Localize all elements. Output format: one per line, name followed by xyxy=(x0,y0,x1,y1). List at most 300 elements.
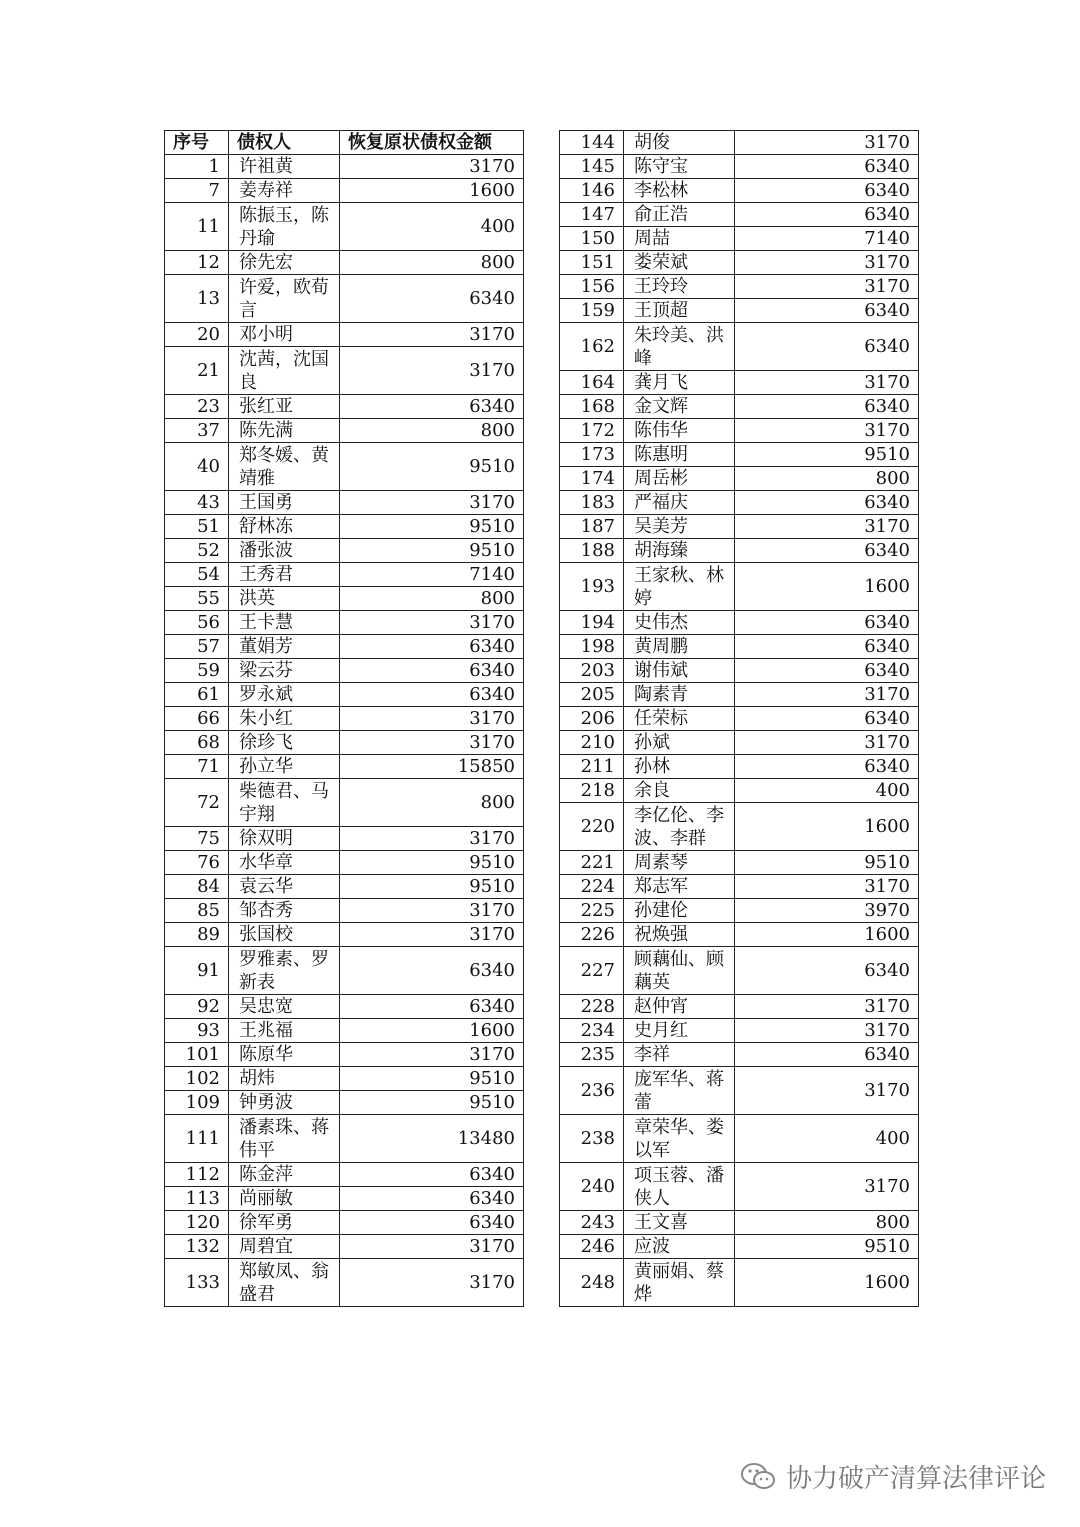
row-serial: 37 xyxy=(165,419,229,443)
table-row xyxy=(165,491,524,515)
table-row xyxy=(165,347,524,395)
table-row xyxy=(560,131,919,155)
row-amount: 3170 xyxy=(735,515,919,539)
row-serial: 203 xyxy=(560,659,624,683)
row-amount: 9510 xyxy=(735,851,919,875)
row-amount: 3170 xyxy=(735,1019,919,1043)
table-row xyxy=(165,563,524,587)
row-serial: 23 xyxy=(165,395,229,419)
row-creditor: 金文辉 xyxy=(624,395,735,419)
row-serial: 218 xyxy=(560,779,624,803)
row-serial: 206 xyxy=(560,707,624,731)
table-header-row xyxy=(165,131,524,155)
table-row xyxy=(560,227,919,251)
row-amount: 6340 xyxy=(735,659,919,683)
table-row xyxy=(560,755,919,779)
wechat-icon xyxy=(740,1462,776,1492)
table-row xyxy=(560,611,919,635)
row-amount: 6340 xyxy=(735,203,919,227)
table-row xyxy=(165,1091,524,1115)
row-amount: 6340 xyxy=(735,611,919,635)
row-serial: 246 xyxy=(560,1235,624,1259)
table-row xyxy=(560,779,919,803)
table-row xyxy=(560,395,919,419)
wechat-watermark xyxy=(740,1458,1046,1495)
row-amount: 9510 xyxy=(735,1235,919,1259)
table-row xyxy=(165,755,524,779)
row-creditor: 徐军勇 xyxy=(229,1211,340,1235)
row-serial: 85 xyxy=(165,899,229,923)
row-amount: 800 xyxy=(340,587,524,611)
row-creditor: 周素琴 xyxy=(624,851,735,875)
row-amount: 3170 xyxy=(340,1043,524,1067)
row-amount: 6340 xyxy=(735,539,919,563)
row-serial: 93 xyxy=(165,1019,229,1043)
table-row xyxy=(165,1019,524,1043)
row-amount: 7140 xyxy=(735,227,919,251)
row-amount: 3170 xyxy=(735,131,919,155)
row-amount: 800 xyxy=(340,779,524,827)
row-amount: 6340 xyxy=(340,659,524,683)
table-row xyxy=(560,443,919,467)
row-creditor: 赵仲宵 xyxy=(624,995,735,1019)
row-creditor: 潘张波 xyxy=(229,539,340,563)
row-creditor: 郑志军 xyxy=(624,875,735,899)
row-creditor: 王秀君 xyxy=(229,563,340,587)
row-amount: 6340 xyxy=(340,275,524,323)
row-creditor: 舒林冻 xyxy=(229,515,340,539)
row-creditor: 陈先满 xyxy=(229,419,340,443)
row-creditor: 王玲玲 xyxy=(624,275,735,299)
table-row xyxy=(560,179,919,203)
table-row xyxy=(560,491,919,515)
table-row xyxy=(560,995,919,1019)
row-amount: 6340 xyxy=(340,1187,524,1211)
table-row xyxy=(165,443,524,491)
table-row xyxy=(560,803,919,851)
row-amount: 7140 xyxy=(340,563,524,587)
table-row xyxy=(165,995,524,1019)
row-serial: 132 xyxy=(165,1235,229,1259)
row-serial: 210 xyxy=(560,731,624,755)
row-serial: 109 xyxy=(165,1091,229,1115)
row-amount: 6340 xyxy=(340,947,524,995)
row-creditor: 史月红 xyxy=(624,1019,735,1043)
table-row xyxy=(165,827,524,851)
row-serial: 12 xyxy=(165,251,229,275)
row-amount: 6340 xyxy=(340,683,524,707)
table-row xyxy=(560,659,919,683)
row-creditor: 邓小明 xyxy=(229,323,340,347)
table-row xyxy=(560,371,919,395)
row-creditor: 吴美芳 xyxy=(624,515,735,539)
row-serial: 240 xyxy=(560,1163,624,1211)
table-row xyxy=(165,923,524,947)
row-amount: 3170 xyxy=(735,995,919,1019)
row-amount: 6340 xyxy=(735,1043,919,1067)
row-creditor: 李亿伦、李波、李群 xyxy=(624,803,735,851)
table-row xyxy=(560,155,919,179)
row-serial: 145 xyxy=(560,155,624,179)
row-serial: 156 xyxy=(560,275,624,299)
row-serial: 68 xyxy=(165,731,229,755)
row-serial: 234 xyxy=(560,1019,624,1043)
table-row xyxy=(165,899,524,923)
table-row xyxy=(560,203,919,227)
row-amount: 9510 xyxy=(735,443,919,467)
table-row xyxy=(165,1235,524,1259)
row-serial: 164 xyxy=(560,371,624,395)
table-row xyxy=(560,707,919,731)
header-creditor: 债权人 xyxy=(229,131,340,155)
row-creditor: 章荣华、娄以军 xyxy=(624,1115,735,1163)
row-creditor: 张国校 xyxy=(229,923,340,947)
row-amount: 800 xyxy=(340,251,524,275)
row-amount: 3170 xyxy=(735,275,919,299)
row-amount: 9510 xyxy=(340,443,524,491)
row-serial: 162 xyxy=(560,323,624,371)
table-row xyxy=(560,899,919,923)
table-row xyxy=(165,611,524,635)
table-row xyxy=(560,299,919,323)
row-serial: 235 xyxy=(560,1043,624,1067)
row-amount: 1600 xyxy=(735,923,919,947)
row-creditor: 王顶超 xyxy=(624,299,735,323)
row-amount: 6340 xyxy=(735,323,919,371)
row-serial: 112 xyxy=(165,1163,229,1187)
row-amount: 1600 xyxy=(340,1019,524,1043)
table-row xyxy=(560,851,919,875)
row-serial: 55 xyxy=(165,587,229,611)
row-serial: 120 xyxy=(165,1211,229,1235)
row-creditor: 李祥 xyxy=(624,1043,735,1067)
table-row xyxy=(560,251,919,275)
creditor-table-right xyxy=(559,130,919,1307)
row-creditor: 陈伟华 xyxy=(624,419,735,443)
row-creditor: 黄周鹏 xyxy=(624,635,735,659)
row-amount: 9510 xyxy=(340,1067,524,1091)
row-amount: 1600 xyxy=(735,1259,919,1307)
row-creditor: 徐珍飞 xyxy=(229,731,340,755)
row-serial: 151 xyxy=(560,251,624,275)
row-serial: 248 xyxy=(560,1259,624,1307)
table-row xyxy=(165,1067,524,1091)
table-row xyxy=(165,587,524,611)
table-row xyxy=(165,683,524,707)
row-amount: 13480 xyxy=(340,1115,524,1163)
table-row xyxy=(165,659,524,683)
row-serial: 150 xyxy=(560,227,624,251)
row-serial: 221 xyxy=(560,851,624,875)
row-serial: 21 xyxy=(165,347,229,395)
row-amount: 3170 xyxy=(340,347,524,395)
row-serial: 228 xyxy=(560,995,624,1019)
row-creditor: 项玉蓉、潘侠人 xyxy=(624,1163,735,1211)
row-serial: 1 xyxy=(165,155,229,179)
row-serial: 236 xyxy=(560,1067,624,1115)
row-amount: 9510 xyxy=(340,539,524,563)
row-creditor: 尚丽敏 xyxy=(229,1187,340,1211)
row-creditor: 王卡慧 xyxy=(229,611,340,635)
table-row xyxy=(165,515,524,539)
row-serial: 102 xyxy=(165,1067,229,1091)
row-amount: 6340 xyxy=(735,155,919,179)
row-creditor: 郑敏凤、翁盛君 xyxy=(229,1259,340,1307)
row-amount: 6340 xyxy=(340,1163,524,1187)
row-creditor: 沈茜，沈国良 xyxy=(229,347,340,395)
row-creditor: 罗雅素、罗新表 xyxy=(229,947,340,995)
table-row xyxy=(560,563,919,611)
row-creditor: 庞军华、蒋蕾 xyxy=(624,1067,735,1115)
row-creditor: 陶素青 xyxy=(624,683,735,707)
table-row xyxy=(560,923,919,947)
row-amount: 6340 xyxy=(735,707,919,731)
row-amount: 400 xyxy=(735,779,919,803)
row-creditor: 柴德君、马宇翔 xyxy=(229,779,340,827)
row-serial: 54 xyxy=(165,563,229,587)
row-creditor: 洪英 xyxy=(229,587,340,611)
row-amount: 3170 xyxy=(340,827,524,851)
table-row xyxy=(560,1067,919,1115)
row-serial: 173 xyxy=(560,443,624,467)
row-serial: 51 xyxy=(165,515,229,539)
table-row xyxy=(165,1211,524,1235)
row-amount: 800 xyxy=(340,419,524,443)
row-serial: 89 xyxy=(165,923,229,947)
row-creditor: 周岳彬 xyxy=(624,467,735,491)
row-creditor: 史伟杰 xyxy=(624,611,735,635)
table-row xyxy=(165,395,524,419)
row-creditor: 胡炜 xyxy=(229,1067,340,1091)
row-serial: 198 xyxy=(560,635,624,659)
row-creditor: 朱玲美、洪峰 xyxy=(624,323,735,371)
row-serial: 133 xyxy=(165,1259,229,1307)
table-row xyxy=(165,155,524,179)
table-row xyxy=(165,323,524,347)
row-serial: 188 xyxy=(560,539,624,563)
table-row xyxy=(165,179,524,203)
row-amount: 3170 xyxy=(340,731,524,755)
table-row xyxy=(165,419,524,443)
row-amount: 9510 xyxy=(340,851,524,875)
row-creditor: 严福庆 xyxy=(624,491,735,515)
row-serial: 225 xyxy=(560,899,624,923)
row-creditor: 陈原华 xyxy=(229,1043,340,1067)
table-row xyxy=(165,947,524,995)
table-row xyxy=(165,1043,524,1067)
row-amount: 1600 xyxy=(735,803,919,851)
row-amount: 6340 xyxy=(340,395,524,419)
row-amount: 6340 xyxy=(735,299,919,323)
row-creditor: 周喆 xyxy=(624,227,735,251)
table-row xyxy=(165,1163,524,1187)
row-creditor: 邹杏秀 xyxy=(229,899,340,923)
row-creditor: 陈守宝 xyxy=(624,155,735,179)
row-creditor: 梁云芬 xyxy=(229,659,340,683)
row-amount: 6340 xyxy=(340,1211,524,1235)
row-serial: 227 xyxy=(560,947,624,995)
row-serial: 205 xyxy=(560,683,624,707)
row-serial: 91 xyxy=(165,947,229,995)
row-amount: 3170 xyxy=(340,1259,524,1307)
table-row xyxy=(165,1115,524,1163)
row-creditor: 许祖黄 xyxy=(229,155,340,179)
row-serial: 168 xyxy=(560,395,624,419)
table-row xyxy=(560,1019,919,1043)
row-creditor: 姜寿祥 xyxy=(229,179,340,203)
row-serial: 193 xyxy=(560,563,624,611)
table-row xyxy=(560,635,919,659)
row-creditor: 陈金萍 xyxy=(229,1163,340,1187)
row-creditor: 胡俊 xyxy=(624,131,735,155)
row-creditor: 顾藕仙、顾藕英 xyxy=(624,947,735,995)
row-amount: 6340 xyxy=(735,947,919,995)
row-creditor: 徐双明 xyxy=(229,827,340,851)
row-serial: 220 xyxy=(560,803,624,851)
row-serial: 43 xyxy=(165,491,229,515)
table-row xyxy=(165,539,524,563)
row-amount: 6340 xyxy=(340,635,524,659)
row-amount: 6340 xyxy=(735,635,919,659)
table-row xyxy=(165,779,524,827)
table-row xyxy=(165,851,524,875)
row-amount: 3170 xyxy=(735,731,919,755)
row-creditor: 水华章 xyxy=(229,851,340,875)
row-amount: 6340 xyxy=(340,995,524,1019)
row-creditor: 任荣标 xyxy=(624,707,735,731)
row-creditor: 陈惠明 xyxy=(624,443,735,467)
row-amount: 3170 xyxy=(340,1235,524,1259)
row-creditor: 李松林 xyxy=(624,179,735,203)
row-creditor: 钟勇波 xyxy=(229,1091,340,1115)
row-creditor: 孙林 xyxy=(624,755,735,779)
row-creditor: 董娟芳 xyxy=(229,635,340,659)
row-creditor: 余良 xyxy=(624,779,735,803)
row-serial: 226 xyxy=(560,923,624,947)
row-serial: 147 xyxy=(560,203,624,227)
row-amount: 3170 xyxy=(340,707,524,731)
row-serial: 159 xyxy=(560,299,624,323)
row-amount: 3170 xyxy=(735,875,919,899)
row-serial: 71 xyxy=(165,755,229,779)
table-row xyxy=(560,275,919,299)
row-creditor: 周碧宜 xyxy=(229,1235,340,1259)
row-amount: 3170 xyxy=(340,899,524,923)
row-amount: 3170 xyxy=(340,923,524,947)
row-creditor: 吴忠宽 xyxy=(229,995,340,1019)
table-row xyxy=(560,323,919,371)
table-row xyxy=(165,1187,524,1211)
table-row xyxy=(165,635,524,659)
row-serial: 146 xyxy=(560,179,624,203)
row-amount: 1600 xyxy=(735,563,919,611)
row-creditor: 孙斌 xyxy=(624,731,735,755)
row-serial: 144 xyxy=(560,131,624,155)
row-amount: 3170 xyxy=(340,611,524,635)
row-amount: 6340 xyxy=(735,755,919,779)
table-row xyxy=(165,1259,524,1307)
table-row xyxy=(560,515,919,539)
row-amount: 3170 xyxy=(735,1067,919,1115)
row-amount: 3170 xyxy=(735,371,919,395)
row-serial: 111 xyxy=(165,1115,229,1163)
row-amount: 3170 xyxy=(340,323,524,347)
row-amount: 3170 xyxy=(735,419,919,443)
table-row xyxy=(560,1259,919,1307)
table-row xyxy=(165,707,524,731)
row-serial: 113 xyxy=(165,1187,229,1211)
row-serial: 84 xyxy=(165,875,229,899)
row-serial: 183 xyxy=(560,491,624,515)
table-row xyxy=(560,1211,919,1235)
row-serial: 20 xyxy=(165,323,229,347)
table-row xyxy=(165,203,524,251)
table-row xyxy=(165,731,524,755)
row-serial: 66 xyxy=(165,707,229,731)
row-serial: 7 xyxy=(165,179,229,203)
table-row xyxy=(560,1235,919,1259)
table-row xyxy=(165,275,524,323)
row-amount: 3170 xyxy=(340,155,524,179)
row-serial: 238 xyxy=(560,1115,624,1163)
row-creditor: 应波 xyxy=(624,1235,735,1259)
row-creditor: 张红亚 xyxy=(229,395,340,419)
header-amount: 恢复原状债权金额 xyxy=(340,131,524,155)
row-creditor: 王兆福 xyxy=(229,1019,340,1043)
row-creditor: 袁云华 xyxy=(229,875,340,899)
row-creditor: 娄荣斌 xyxy=(624,251,735,275)
row-amount: 6340 xyxy=(735,179,919,203)
row-serial: 101 xyxy=(165,1043,229,1067)
table-row xyxy=(560,875,919,899)
table-row xyxy=(560,419,919,443)
row-serial: 172 xyxy=(560,419,624,443)
row-serial: 224 xyxy=(560,875,624,899)
row-creditor: 俞正浩 xyxy=(624,203,735,227)
row-creditor: 孙建伦 xyxy=(624,899,735,923)
row-serial: 13 xyxy=(165,275,229,323)
row-serial: 57 xyxy=(165,635,229,659)
row-creditor: 孙立华 xyxy=(229,755,340,779)
row-serial: 61 xyxy=(165,683,229,707)
header-serial: 序号 xyxy=(165,131,229,155)
table-row xyxy=(165,251,524,275)
row-creditor: 龚月飞 xyxy=(624,371,735,395)
row-amount: 9510 xyxy=(340,515,524,539)
creditor-table-left xyxy=(164,130,524,1307)
table-row xyxy=(165,875,524,899)
row-creditor: 陈振玉，陈丹瑜 xyxy=(229,203,340,251)
row-creditor: 王家秋、林婷 xyxy=(624,563,735,611)
row-amount: 400 xyxy=(340,203,524,251)
row-amount: 400 xyxy=(735,1115,919,1163)
table-row xyxy=(560,1115,919,1163)
row-amount: 9510 xyxy=(340,1091,524,1115)
row-serial: 174 xyxy=(560,467,624,491)
table-row xyxy=(560,539,919,563)
row-amount: 6340 xyxy=(735,395,919,419)
row-serial: 40 xyxy=(165,443,229,491)
row-amount: 9510 xyxy=(340,875,524,899)
row-creditor: 王文喜 xyxy=(624,1211,735,1235)
row-creditor: 徐先宏 xyxy=(229,251,340,275)
row-creditor: 王国勇 xyxy=(229,491,340,515)
row-amount: 1600 xyxy=(340,179,524,203)
row-amount: 15850 xyxy=(340,755,524,779)
row-serial: 92 xyxy=(165,995,229,1019)
row-creditor: 罗永斌 xyxy=(229,683,340,707)
row-creditor: 许爱，欧荀言 xyxy=(229,275,340,323)
